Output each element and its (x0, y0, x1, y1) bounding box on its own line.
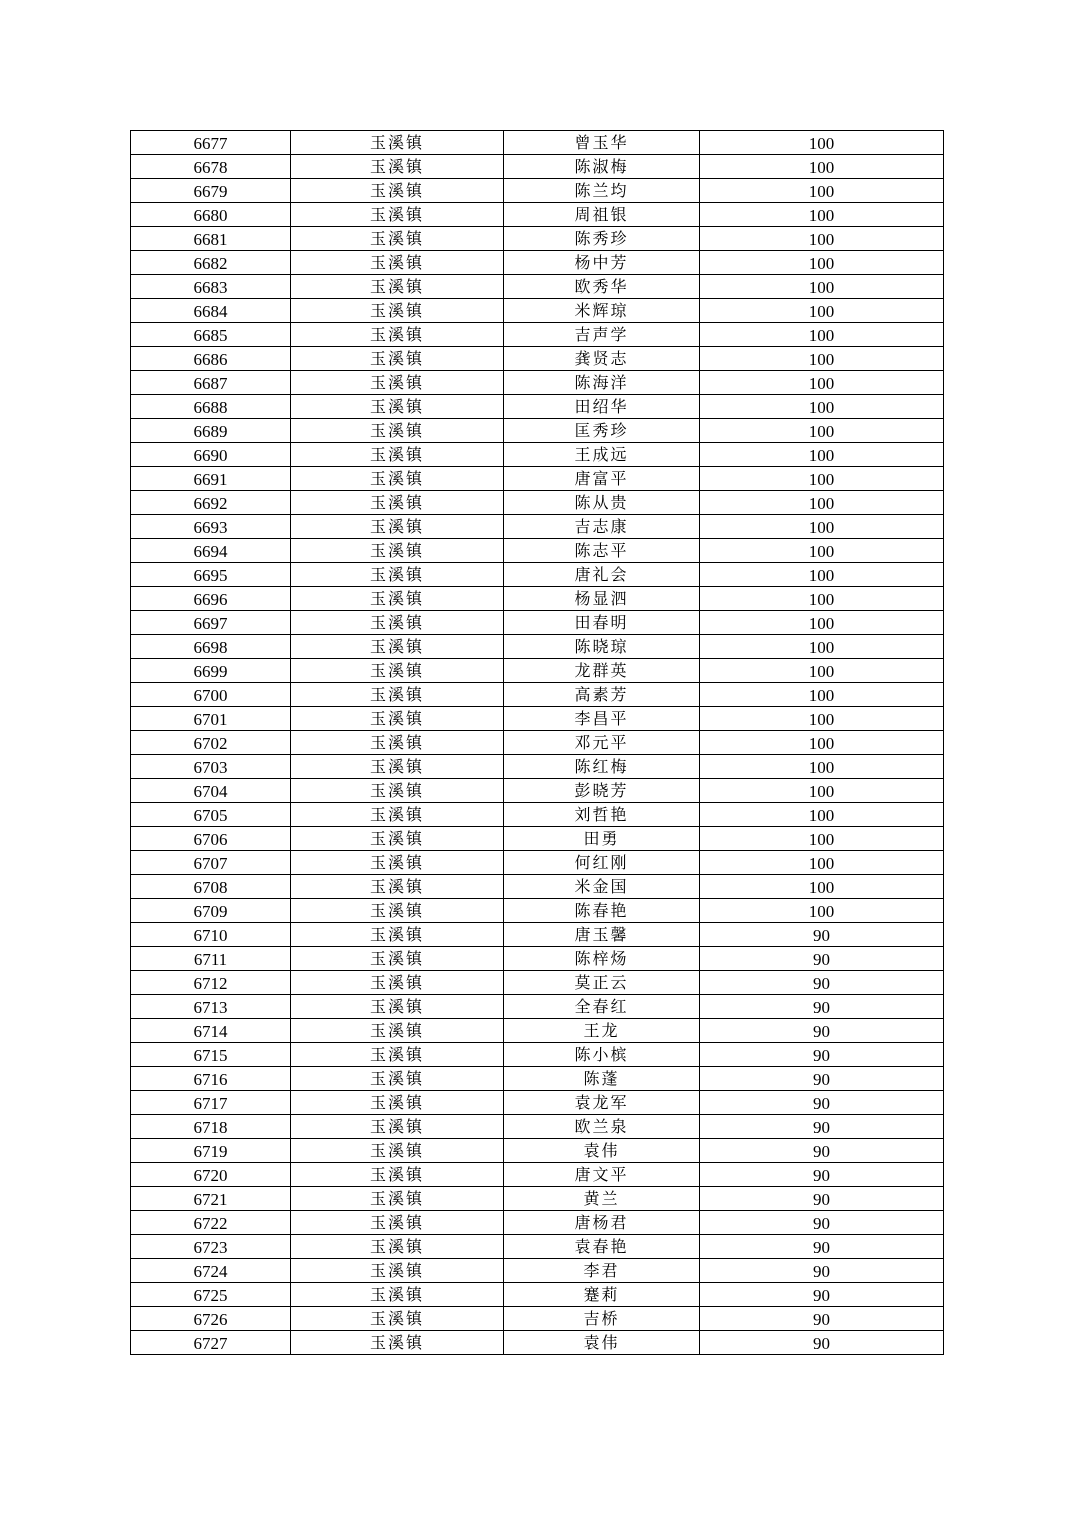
cell-number: 6723 (131, 1235, 291, 1259)
cell-number: 6688 (131, 395, 291, 419)
cell-town: 玉溪镇 (291, 1139, 504, 1163)
cell-amount: 90 (700, 1115, 944, 1139)
cell-town: 玉溪镇 (291, 131, 504, 155)
cell-number: 6717 (131, 1091, 291, 1115)
cell-number: 6686 (131, 347, 291, 371)
cell-number: 6714 (131, 1019, 291, 1043)
cell-name: 王成远 (504, 443, 700, 467)
cell-name: 蹇莉 (504, 1283, 700, 1307)
cell-number: 6722 (131, 1211, 291, 1235)
cell-town: 玉溪镇 (291, 323, 504, 347)
cell-name: 欧秀华 (504, 275, 700, 299)
cell-amount: 90 (700, 1235, 944, 1259)
table-row (131, 779, 944, 803)
table-row (131, 179, 944, 203)
cell-name: 袁伟 (504, 1139, 700, 1163)
cell-name: 高素芳 (504, 683, 700, 707)
cell-name: 匡秀珍 (504, 419, 700, 443)
cell-amount: 100 (700, 347, 944, 371)
cell-amount: 100 (700, 515, 944, 539)
cell-town: 玉溪镇 (291, 755, 504, 779)
table-row (131, 899, 944, 923)
cell-name: 陈秀珍 (504, 227, 700, 251)
cell-number: 6702 (131, 731, 291, 755)
cell-amount: 100 (700, 371, 944, 395)
cell-amount: 100 (700, 611, 944, 635)
table-row (131, 683, 944, 707)
cell-town: 玉溪镇 (291, 1307, 504, 1331)
cell-number: 6684 (131, 299, 291, 323)
table-row (131, 419, 944, 443)
cell-number: 6700 (131, 683, 291, 707)
cell-amount: 100 (700, 539, 944, 563)
cell-amount: 100 (700, 299, 944, 323)
cell-name: 陈梓炀 (504, 947, 700, 971)
cell-number: 6705 (131, 803, 291, 827)
cell-name: 陈兰均 (504, 179, 700, 203)
cell-amount: 100 (700, 179, 944, 203)
table-row (131, 251, 944, 275)
table-row (131, 827, 944, 851)
cell-town: 玉溪镇 (291, 539, 504, 563)
cell-town: 玉溪镇 (291, 275, 504, 299)
cell-town: 玉溪镇 (291, 659, 504, 683)
cell-amount: 90 (700, 1331, 944, 1355)
cell-town: 玉溪镇 (291, 347, 504, 371)
table-row (131, 275, 944, 299)
table-row (131, 1331, 944, 1355)
cell-town: 玉溪镇 (291, 371, 504, 395)
cell-amount: 100 (700, 755, 944, 779)
cell-name: 陈从贵 (504, 491, 700, 515)
cell-name: 李君 (504, 1259, 700, 1283)
table-row (131, 1163, 944, 1187)
cell-amount: 90 (700, 1259, 944, 1283)
cell-number: 6719 (131, 1139, 291, 1163)
cell-number: 6707 (131, 851, 291, 875)
cell-number: 6716 (131, 1067, 291, 1091)
cell-amount: 100 (700, 227, 944, 251)
cell-town: 玉溪镇 (291, 1067, 504, 1091)
cell-town: 玉溪镇 (291, 803, 504, 827)
cell-number: 6690 (131, 443, 291, 467)
cell-number: 6682 (131, 251, 291, 275)
cell-number: 6687 (131, 371, 291, 395)
cell-name: 陈晓琼 (504, 635, 700, 659)
cell-town: 玉溪镇 (291, 779, 504, 803)
cell-town: 玉溪镇 (291, 1235, 504, 1259)
cell-town: 玉溪镇 (291, 1115, 504, 1139)
cell-number: 6679 (131, 179, 291, 203)
table-row (131, 1187, 944, 1211)
cell-name: 彭晓芳 (504, 779, 700, 803)
cell-name: 欧兰泉 (504, 1115, 700, 1139)
cell-number: 6724 (131, 1259, 291, 1283)
cell-name: 袁伟 (504, 1331, 700, 1355)
cell-amount: 100 (700, 635, 944, 659)
cell-name: 袁春艳 (504, 1235, 700, 1259)
cell-name: 周祖银 (504, 203, 700, 227)
cell-amount: 100 (700, 491, 944, 515)
table-row (131, 1091, 944, 1115)
cell-amount: 100 (700, 731, 944, 755)
cell-town: 玉溪镇 (291, 443, 504, 467)
cell-town: 玉溪镇 (291, 971, 504, 995)
cell-name: 袁龙军 (504, 1091, 700, 1115)
cell-amount: 90 (700, 923, 944, 947)
cell-town: 玉溪镇 (291, 1211, 504, 1235)
cell-amount: 100 (700, 467, 944, 491)
cell-town: 玉溪镇 (291, 683, 504, 707)
table-row (131, 371, 944, 395)
cell-name: 陈海洋 (504, 371, 700, 395)
cell-amount: 100 (700, 443, 944, 467)
cell-amount: 100 (700, 779, 944, 803)
cell-number: 6711 (131, 947, 291, 971)
cell-name: 吉志康 (504, 515, 700, 539)
cell-number: 6704 (131, 779, 291, 803)
table-row (131, 1115, 944, 1139)
cell-amount: 100 (700, 275, 944, 299)
cell-name: 李昌平 (504, 707, 700, 731)
table-row (131, 563, 944, 587)
cell-number: 6696 (131, 587, 291, 611)
cell-town: 玉溪镇 (291, 1043, 504, 1067)
cell-number: 6703 (131, 755, 291, 779)
table-row (131, 1307, 944, 1331)
cell-number: 6689 (131, 419, 291, 443)
table-row (131, 539, 944, 563)
table-row (131, 611, 944, 635)
cell-name: 黄兰 (504, 1187, 700, 1211)
cell-amount: 90 (700, 1307, 944, 1331)
table-row (131, 875, 944, 899)
table-row (131, 467, 944, 491)
cell-number: 6706 (131, 827, 291, 851)
cell-amount: 100 (700, 827, 944, 851)
cell-name: 杨中芳 (504, 251, 700, 275)
cell-name: 吉声学 (504, 323, 700, 347)
cell-town: 玉溪镇 (291, 635, 504, 659)
cell-amount: 100 (700, 659, 944, 683)
cell-amount: 90 (700, 1283, 944, 1307)
cell-amount: 100 (700, 803, 944, 827)
cell-town: 玉溪镇 (291, 563, 504, 587)
cell-name: 莫正云 (504, 971, 700, 995)
cell-name: 全春红 (504, 995, 700, 1019)
cell-amount: 90 (700, 1019, 944, 1043)
cell-name: 陈春艳 (504, 899, 700, 923)
cell-town: 玉溪镇 (291, 1331, 504, 1355)
cell-town: 玉溪镇 (291, 851, 504, 875)
cell-amount: 100 (700, 155, 944, 179)
table-row (131, 803, 944, 827)
table-row (131, 299, 944, 323)
cell-number: 6727 (131, 1331, 291, 1355)
cell-amount: 90 (700, 1187, 944, 1211)
table-row (131, 995, 944, 1019)
cell-number: 6677 (131, 131, 291, 155)
cell-name: 吉桥 (504, 1307, 700, 1331)
cell-town: 玉溪镇 (291, 515, 504, 539)
cell-amount: 90 (700, 1211, 944, 1235)
cell-town: 玉溪镇 (291, 299, 504, 323)
cell-amount: 100 (700, 419, 944, 443)
cell-number: 6683 (131, 275, 291, 299)
cell-town: 玉溪镇 (291, 251, 504, 275)
cell-number: 6691 (131, 467, 291, 491)
cell-number: 6718 (131, 1115, 291, 1139)
cell-number: 6701 (131, 707, 291, 731)
cell-name: 陈蓬 (504, 1067, 700, 1091)
cell-number: 6695 (131, 563, 291, 587)
table-row (131, 659, 944, 683)
cell-number: 6699 (131, 659, 291, 683)
table-row (131, 1139, 944, 1163)
cell-town: 玉溪镇 (291, 419, 504, 443)
table-row (131, 851, 944, 875)
cell-number: 6726 (131, 1307, 291, 1331)
table-row (131, 443, 944, 467)
table-row (131, 731, 944, 755)
cell-town: 玉溪镇 (291, 1283, 504, 1307)
cell-name: 米金国 (504, 875, 700, 899)
cell-town: 玉溪镇 (291, 1019, 504, 1043)
cell-name: 唐杨君 (504, 1211, 700, 1235)
cell-amount: 100 (700, 251, 944, 275)
cell-amount: 90 (700, 1067, 944, 1091)
cell-amount: 100 (700, 707, 944, 731)
cell-town: 玉溪镇 (291, 155, 504, 179)
table-row (131, 131, 944, 155)
table-row (131, 1043, 944, 1067)
cell-town: 玉溪镇 (291, 995, 504, 1019)
cell-amount: 90 (700, 1091, 944, 1115)
table-row (131, 635, 944, 659)
cell-amount: 100 (700, 203, 944, 227)
cell-town: 玉溪镇 (291, 611, 504, 635)
cell-number: 6681 (131, 227, 291, 251)
cell-amount: 100 (700, 683, 944, 707)
cell-number: 6697 (131, 611, 291, 635)
cell-amount: 100 (700, 395, 944, 419)
cell-amount: 90 (700, 947, 944, 971)
cell-town: 玉溪镇 (291, 179, 504, 203)
roster-table (130, 130, 944, 1355)
cell-town: 玉溪镇 (291, 731, 504, 755)
cell-number: 6709 (131, 899, 291, 923)
cell-number: 6680 (131, 203, 291, 227)
table-row (131, 1259, 944, 1283)
cell-name: 米辉琼 (504, 299, 700, 323)
cell-name: 王龙 (504, 1019, 700, 1043)
cell-name: 陈淑梅 (504, 155, 700, 179)
cell-number: 6685 (131, 323, 291, 347)
table-row (131, 1235, 944, 1259)
table-row (131, 947, 944, 971)
table-row (131, 155, 944, 179)
table-row (131, 923, 944, 947)
cell-town: 玉溪镇 (291, 923, 504, 947)
cell-number: 6721 (131, 1187, 291, 1211)
cell-town: 玉溪镇 (291, 947, 504, 971)
cell-number: 6725 (131, 1283, 291, 1307)
cell-amount: 100 (700, 587, 944, 611)
cell-amount: 100 (700, 131, 944, 155)
cell-name: 杨显泗 (504, 587, 700, 611)
cell-name: 何红刚 (504, 851, 700, 875)
cell-amount: 90 (700, 1163, 944, 1187)
cell-amount: 90 (700, 995, 944, 1019)
cell-name: 龙群英 (504, 659, 700, 683)
cell-number: 6715 (131, 1043, 291, 1067)
table-row (131, 323, 944, 347)
table-row (131, 491, 944, 515)
cell-amount: 100 (700, 875, 944, 899)
table-row (131, 1019, 944, 1043)
cell-town: 玉溪镇 (291, 707, 504, 731)
cell-town: 玉溪镇 (291, 899, 504, 923)
cell-name: 陈小槟 (504, 1043, 700, 1067)
table-row (131, 347, 944, 371)
cell-town: 玉溪镇 (291, 587, 504, 611)
table-row (131, 707, 944, 731)
cell-number: 6693 (131, 515, 291, 539)
cell-amount: 100 (700, 563, 944, 587)
cell-amount: 100 (700, 851, 944, 875)
cell-town: 玉溪镇 (291, 395, 504, 419)
cell-amount: 100 (700, 323, 944, 347)
cell-town: 玉溪镇 (291, 467, 504, 491)
cell-number: 6692 (131, 491, 291, 515)
cell-town: 玉溪镇 (291, 1259, 504, 1283)
cell-amount: 100 (700, 899, 944, 923)
cell-number: 6720 (131, 1163, 291, 1187)
cell-amount: 90 (700, 971, 944, 995)
cell-number: 6694 (131, 539, 291, 563)
cell-amount: 90 (700, 1139, 944, 1163)
cell-name: 陈红梅 (504, 755, 700, 779)
cell-name: 唐文平 (504, 1163, 700, 1187)
cell-town: 玉溪镇 (291, 1187, 504, 1211)
cell-name: 刘哲艳 (504, 803, 700, 827)
table-row (131, 203, 944, 227)
cell-name: 田春明 (504, 611, 700, 635)
cell-town: 玉溪镇 (291, 491, 504, 515)
table-row (131, 1211, 944, 1235)
cell-town: 玉溪镇 (291, 227, 504, 251)
table-row (131, 971, 944, 995)
cell-town: 玉溪镇 (291, 203, 504, 227)
table-row (131, 515, 944, 539)
cell-number: 6710 (131, 923, 291, 947)
roster-table-body (131, 131, 944, 1355)
cell-name: 唐玉馨 (504, 923, 700, 947)
table-row (131, 227, 944, 251)
cell-name: 龚贤志 (504, 347, 700, 371)
cell-name: 曾玉华 (504, 131, 700, 155)
cell-name: 唐富平 (504, 467, 700, 491)
cell-number: 6678 (131, 155, 291, 179)
table-row (131, 1283, 944, 1307)
cell-amount: 90 (700, 1043, 944, 1067)
cell-number: 6708 (131, 875, 291, 899)
cell-town: 玉溪镇 (291, 875, 504, 899)
cell-name: 田绍华 (504, 395, 700, 419)
table-row (131, 587, 944, 611)
cell-number: 6713 (131, 995, 291, 1019)
cell-town: 玉溪镇 (291, 1163, 504, 1187)
cell-town: 玉溪镇 (291, 827, 504, 851)
table-row (131, 1067, 944, 1091)
cell-town: 玉溪镇 (291, 1091, 504, 1115)
cell-name: 唐礼会 (504, 563, 700, 587)
cell-name: 邓元平 (504, 731, 700, 755)
cell-name: 陈志平 (504, 539, 700, 563)
table-row (131, 395, 944, 419)
cell-number: 6698 (131, 635, 291, 659)
cell-name: 田勇 (504, 827, 700, 851)
cell-number: 6712 (131, 971, 291, 995)
table-row (131, 755, 944, 779)
